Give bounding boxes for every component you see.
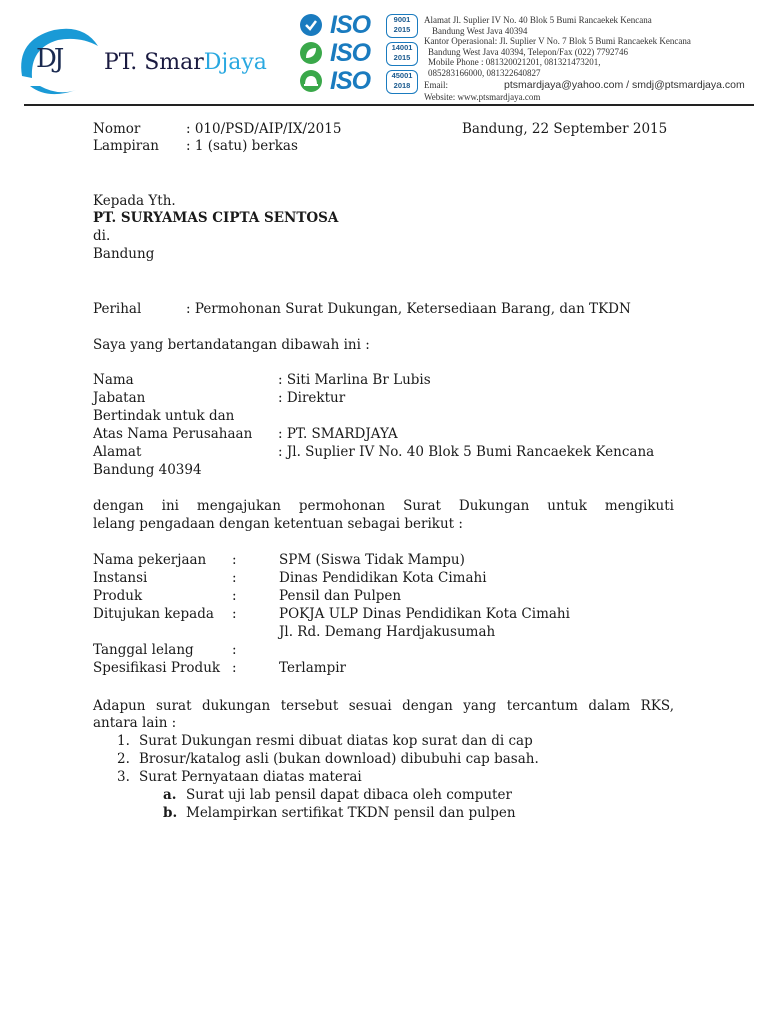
signer-label: Nama <box>93 372 134 388</box>
contact-address: Alamat Jl. Suplier IV No. 40 Blok 5 Bumi Rancaekek Kencana <box>424 15 652 25</box>
closing-paragraph-line2: antara lain : <box>93 715 177 731</box>
detail-value: POKJA ULP Dinas Pendidikan Kota Cimahi <box>279 606 570 622</box>
iso-number-line2: 2018 <box>393 80 411 90</box>
sub-requirement-text: Surat uji lab pensil dapat dibaca oleh computer <box>186 787 512 803</box>
detail-label: Spesifikasi Produk <box>93 660 221 676</box>
iso-number <box>386 42 418 66</box>
requirement-number: 1. <box>117 733 130 749</box>
iso-number-line1: 14001 <box>391 43 413 52</box>
contact-email-label: Email: <box>424 80 448 90</box>
detail-label: Nama pekerjaan <box>93 552 207 568</box>
iso-number-line2: 2015 <box>393 52 411 62</box>
contact-email: ptsmardjaya@yahoo.com / smdj@ptsmardjaya.com <box>504 79 745 91</box>
detail-colon: : <box>232 642 237 658</box>
recipient-di: di. <box>93 228 111 244</box>
request-paragraph-line1: dengan ini mengajukan permohonan Surat Dukungan untuk mengikuti <box>93 498 674 514</box>
check-badge-icon <box>300 14 322 36</box>
intro-text: Saya yang bertandatangan dibawah ini : <box>93 337 370 353</box>
request-paragraph-line2: lelang pengadaan dengan ketentuan sebagai berikut : <box>93 516 463 532</box>
iso-word: ISO <box>330 39 371 67</box>
iso-badge-14001 <box>300 40 420 66</box>
sub-requirement-letter: b. <box>163 805 178 821</box>
company-name-suffix: Djaya <box>203 50 267 75</box>
detail-label: Instansi <box>93 570 148 586</box>
detail-value: Pensil dan Pulpen <box>279 588 402 604</box>
sub-requirement-letter: a. <box>163 787 177 803</box>
iso-number <box>386 70 418 94</box>
signer-label: Atas Nama Perusahaan <box>93 426 253 442</box>
company-name <box>104 50 267 75</box>
signer-value: : Jl. Suplier IV No. 40 Blok 5 Bumi Rancaekek Kencana <box>278 444 655 460</box>
requirement-text: Brosur/katalog asli (bukan download) dibubuhi cap basah. <box>139 751 539 767</box>
contact-operational: Kantor Operasional: Jl. Suplier V No. 7 Blok 5 Bumi Rancaekek Kencana <box>424 36 691 46</box>
detail-value: SPM (Siswa Tidak Mampu) <box>279 552 465 568</box>
detail-label: Ditujukan kepada <box>93 606 214 622</box>
detail-colon: : <box>232 570 237 586</box>
contact-website: Website: www.ptsmardjaya.com <box>424 92 541 102</box>
detail-colon: : <box>232 588 237 604</box>
perihal-value: : Permohonan Surat Dukungan, Ketersediaan Barang, dan TKDN <box>186 301 631 317</box>
sub-requirement-text: Melampirkan sertifikat TKDN pensil dan pulpen <box>186 805 516 821</box>
signer-value: : Siti Marlina Br Lubis <box>278 372 431 388</box>
kepada-yth: Kepada Yth. <box>93 193 176 209</box>
iso-word: ISO <box>330 11 371 39</box>
signer-value: : Direktur <box>278 390 346 406</box>
detail-label: Tanggal lelang <box>93 642 194 658</box>
lampiran-label: Lampiran <box>93 138 159 154</box>
iso-badge-9001 <box>300 12 420 38</box>
address-continued: Bandung 40394 <box>93 462 202 478</box>
contact-address-city: Bandung West Java 40394 <box>432 25 528 36</box>
iso-badge-45001 <box>300 68 420 94</box>
iso-word: ISO <box>330 67 371 95</box>
detail-colon: : <box>232 552 237 568</box>
closing-paragraph-line1: Adapun surat dukungan tersebut sesuai dengan yang tercantum dalam RKS, <box>93 698 674 714</box>
company-name-prefix: PT. Smar <box>104 50 204 75</box>
recipient-name: PT. SURYAMAS CIPTA SENTOSA <box>93 210 339 226</box>
requirement-number: 3. <box>117 769 130 785</box>
signer-value: : PT. SMARDJAYA <box>278 426 398 442</box>
recipient-city: Bandung <box>93 246 155 262</box>
leaf-badge-icon <box>300 42 322 64</box>
detail-value: Jl. Rd. Demang Hardjakusumah <box>279 624 496 640</box>
contact-mobile-cont: 085283166000, 081322640827 <box>428 67 541 78</box>
detail-value: Terlampir <box>279 660 346 676</box>
detail-label: Produk <box>93 588 143 604</box>
header-rule <box>24 104 754 106</box>
signer-label: Alamat <box>93 444 142 460</box>
signer-label: Bertindak untuk dan <box>93 408 235 424</box>
helmet-badge-icon <box>300 70 322 92</box>
perihal-label: Perihal <box>93 301 142 317</box>
logo-mark: DJ <box>36 44 62 74</box>
requirement-text: Surat Dukungan resmi dibuat diatas kop surat dan di cap <box>139 733 533 749</box>
requirement-number: 2. <box>117 751 130 767</box>
iso-number <box>386 14 418 38</box>
detail-value: Dinas Pendidikan Kota Cimahi <box>279 570 487 586</box>
nomor-label: Nomor <box>93 121 141 137</box>
letter-date: Bandung, 22 September 2015 <box>462 121 668 137</box>
detail-colon: : <box>232 606 237 622</box>
requirement-text: Surat Pernyataan diatas materai <box>139 769 362 785</box>
iso-number-line1: 45001 <box>391 71 413 80</box>
nomor-value: : 010/PSD/AIP/IX/2015 <box>186 121 342 137</box>
iso-number-line2: 2015 <box>393 24 411 34</box>
detail-colon: : <box>232 660 237 676</box>
contact-mobile: Mobile Phone : 081320021201, 081321473201, <box>428 57 601 67</box>
signer-label: Jabatan <box>93 390 146 406</box>
contact-operational-city: Bandung West Java 40394, Telepon/Fax (022) 7792746 <box>428 46 629 57</box>
lampiran-value: : 1 (satu) berkas <box>186 138 298 154</box>
iso-number-line1: 9001 <box>393 15 411 24</box>
